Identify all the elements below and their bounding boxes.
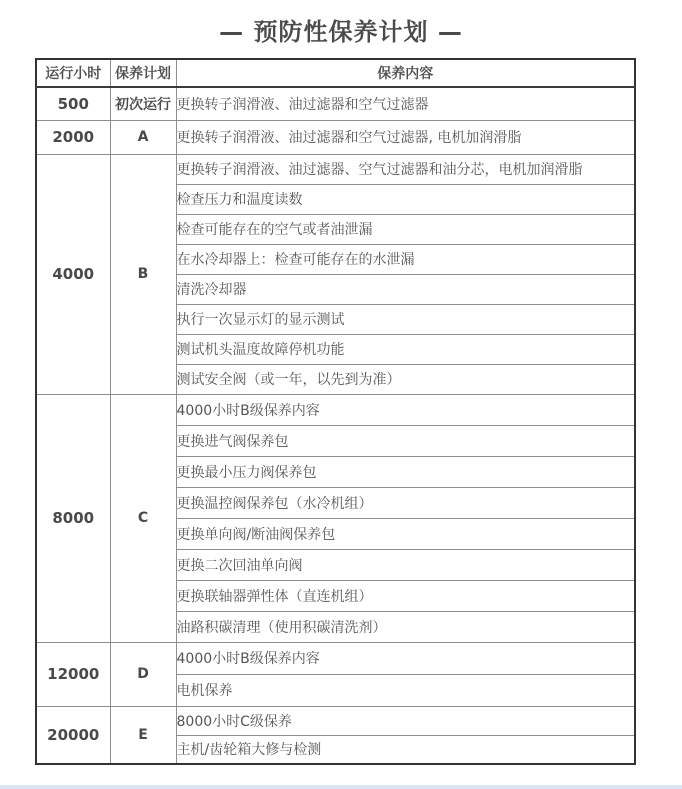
plan-cell: C: [110, 394, 176, 642]
table-body: [36, 87, 635, 764]
plan-cell: D: [110, 642, 176, 706]
maintenance-item-cell: 更换单向阀/断油阀保养包: [176, 518, 635, 549]
plan-cell: B: [110, 154, 176, 394]
table-row: [36, 120, 635, 154]
maintenance-item-cell: 检查可能存在的空气或者油泄漏: [176, 214, 635, 244]
table-row: [36, 706, 635, 735]
maintenance-item-cell: 更换温控阀保养包（水冷机组）: [176, 487, 635, 518]
hours-cell: 12000: [36, 642, 110, 706]
maintenance-schedule-table: [35, 58, 636, 765]
hours-cell: 4000: [36, 154, 110, 394]
hours-cell: 2000: [36, 120, 110, 154]
maintenance-item-cell: 4000小时B级保养内容: [176, 394, 635, 425]
maintenance-item-cell: 更换二次回油单向阀: [176, 549, 635, 580]
maintenance-item-cell: 主机/齿轮箱大修与检测: [176, 735, 635, 764]
maintenance-item-cell: 更换转子润滑液、油过滤器、空气过滤器和油分芯，电机加润滑脂: [176, 154, 635, 184]
table-row: [36, 154, 635, 184]
header-maintenance-content: 保养内容: [176, 59, 635, 87]
maintenance-item-cell: 更换最小压力阀保养包: [176, 456, 635, 487]
maintenance-item-cell: 测试安全阀（或一年，以先到为准）: [176, 364, 635, 394]
header-maintenance-plan: 保养计划: [110, 59, 176, 87]
table-row: [36, 394, 635, 425]
bottom-accent-strip: [0, 785, 682, 789]
header-operating-hours: 运行小时: [36, 59, 110, 87]
maintenance-item-cell: 8000小时C级保养: [176, 706, 635, 735]
maintenance-item-cell: 更换转子润滑液、油过滤器和空气过滤器: [176, 87, 635, 120]
table-row: [36, 642, 635, 674]
maintenance-item-cell: 油路积碳清理（使用积碳清洗剂）: [176, 611, 635, 642]
plan-cell: E: [110, 706, 176, 764]
plan-cell: A: [110, 120, 176, 154]
maintenance-item-cell: 电机保养: [176, 674, 635, 706]
maintenance-item-cell: 更换进气阀保养包: [176, 425, 635, 456]
maintenance-item-cell: 测试机头温度故障停机功能: [176, 334, 635, 364]
hours-cell: 20000: [36, 706, 110, 764]
plan-cell: 初次运行: [110, 87, 176, 120]
maintenance-item-cell: 检查压力和温度读数: [176, 184, 635, 214]
maintenance-item-cell: 4000小时B级保养内容: [176, 642, 635, 674]
maintenance-item-cell: 执行一次显示灯的显示测试: [176, 304, 635, 334]
page-title: — 预防性保养计划 —: [219, 18, 463, 46]
maintenance-item-cell: 更换转子润滑液、油过滤器和空气过滤器, 电机加润滑脂: [176, 120, 635, 154]
header-row: [36, 59, 635, 87]
maintenance-item-cell: 在水冷却器上：检查可能存在的水泄漏: [176, 244, 635, 274]
maintenance-item-cell: 清洗冷却器: [176, 274, 635, 304]
maintenance-item-cell: 更换联轴器弹性体（直连机组）: [176, 580, 635, 611]
hours-cell: 8000: [36, 394, 110, 642]
table-row: [36, 87, 635, 120]
hours-cell: 500: [36, 87, 110, 120]
